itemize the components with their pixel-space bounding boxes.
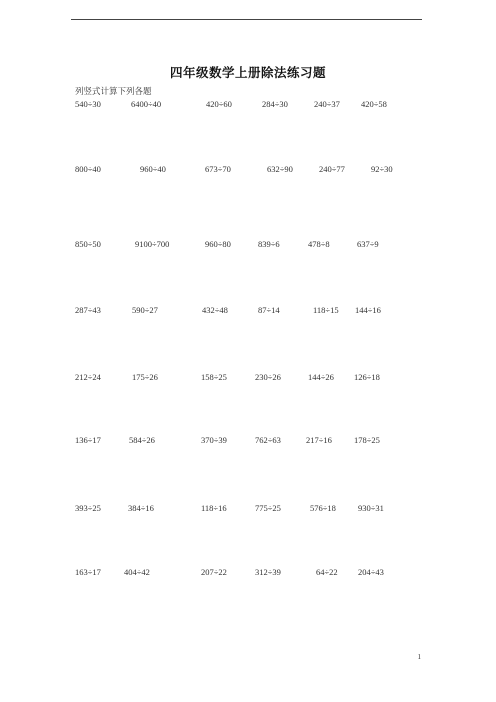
division-problem: 118÷15 <box>313 305 339 315</box>
division-problem: 960÷40 <box>140 164 166 174</box>
division-problem: 404÷42 <box>124 567 150 577</box>
problem-row <box>0 239 496 251</box>
division-problem: 240÷77 <box>319 164 345 174</box>
division-problem: 144÷26 <box>308 372 334 382</box>
division-problem: 930÷31 <box>358 503 384 513</box>
division-problem: 584÷26 <box>129 435 155 445</box>
division-problem: 762÷63 <box>255 435 281 445</box>
division-problem: 420÷60 <box>206 99 232 109</box>
division-problem: 144÷16 <box>355 305 381 315</box>
division-problem: 370÷39 <box>201 435 227 445</box>
division-problem: 432÷48 <box>202 305 228 315</box>
division-problem: 217÷16 <box>306 435 332 445</box>
division-problem: 158÷25 <box>201 372 227 382</box>
division-problem: 775÷25 <box>255 503 281 513</box>
problem-row <box>0 372 496 384</box>
problem-row <box>0 567 496 579</box>
division-problem: 576÷18 <box>310 503 336 513</box>
instruction-text: 列竖式计算下列各题 <box>75 87 152 97</box>
division-problem: 287÷43 <box>75 305 101 315</box>
division-problem: 960÷80 <box>205 239 231 249</box>
division-problem: 850÷50 <box>75 239 101 249</box>
worksheet-title: 四年级数学上册除法练习题 <box>169 65 326 80</box>
division-problem: 207÷22 <box>201 567 227 577</box>
division-problem: 240÷37 <box>314 99 340 109</box>
division-problem: 92÷30 <box>371 164 393 174</box>
division-problem: 637÷9 <box>357 239 379 249</box>
division-problem: 540÷30 <box>75 99 101 109</box>
division-problem: 839÷6 <box>258 239 280 249</box>
division-problem: 284÷30 <box>262 99 288 109</box>
division-problem: 420÷58 <box>361 99 387 109</box>
division-problem: 175÷26 <box>132 372 158 382</box>
division-problem: 126÷18 <box>354 372 380 382</box>
page-number: 1 <box>417 653 421 661</box>
division-problem: 178÷25 <box>354 435 380 445</box>
division-problem: 632÷90 <box>267 164 293 174</box>
division-problem: 6400÷40 <box>131 99 162 109</box>
division-problem: 478÷8 <box>308 239 330 249</box>
division-problem: 64÷22 <box>316 567 338 577</box>
problem-row <box>0 503 496 515</box>
division-problem: 163÷17 <box>75 567 101 577</box>
problem-row <box>0 435 496 447</box>
division-problem: 118÷16 <box>201 503 227 513</box>
division-problem: 393÷25 <box>75 503 101 513</box>
division-problem: 800÷40 <box>75 164 101 174</box>
problem-row <box>0 99 496 111</box>
division-problem: 230÷26 <box>255 372 281 382</box>
division-problem: 673÷70 <box>205 164 231 174</box>
division-problem: 212÷24 <box>75 372 101 382</box>
problem-row <box>0 164 496 176</box>
header-rule <box>71 19 422 20</box>
problem-row <box>0 305 496 317</box>
division-problem: 590÷27 <box>132 305 158 315</box>
division-problem: 384÷16 <box>128 503 154 513</box>
division-problem: 9100÷700 <box>135 239 170 249</box>
division-problem: 87÷14 <box>258 305 280 315</box>
division-problem: 204÷43 <box>358 567 384 577</box>
division-problem: 136÷17 <box>75 435 101 445</box>
division-problem: 312÷39 <box>255 567 281 577</box>
